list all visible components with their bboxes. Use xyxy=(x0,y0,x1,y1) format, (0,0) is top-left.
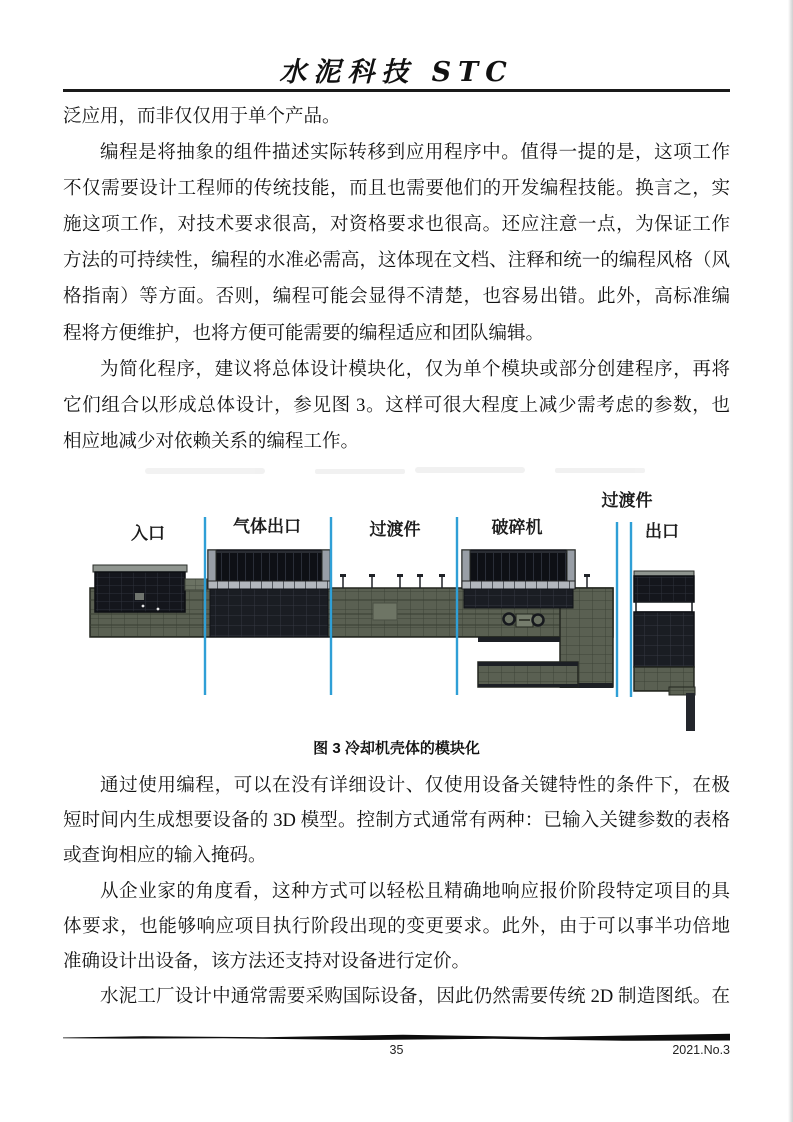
body-text-line: 体要求，也能够响应项目执行阶段出现的变更要求。此外，由于可以事半功倍地 xyxy=(63,916,730,937)
body-text-line: 编程是将抽象的组件描述实际转移到应用程序中。值得一提的是，这项工作 xyxy=(100,143,730,164)
body-text-line: 格指南）等方面。否则，编程可能会显得不清楚，也容易出错。此外，高标准编 xyxy=(63,287,730,308)
header-rule xyxy=(63,89,730,92)
body-text-line: 程将方便维护，也将方便可能需要的编程适应和团队编辑。 xyxy=(63,323,545,344)
gas-outlet-module-graphic xyxy=(208,550,330,637)
scan-smudge xyxy=(145,467,645,474)
body-text-line: 准确设计出设备，该方法还支持对设备进行定价。 xyxy=(63,951,471,972)
body-text-line: 施这项工作，对技术要求很高，对资格要求也很高。还应注意一点，为保证工作 xyxy=(63,215,730,236)
body-text-line: 泛应用，而非仅仅用于单个产品。 xyxy=(63,107,341,127)
figure-label-gas-outlet: 气体出口 xyxy=(233,517,301,536)
figure-label-transition-right: 过渡件 xyxy=(601,491,653,510)
body-text-line: 方法的可持续性，编程的水准必需高，这体现在文档、注释和统一的编程风格（风 xyxy=(63,251,730,272)
body-text-line: 水泥工厂设计中通常需要采购国际设备，因此仍然需要传统 2D 制造图纸。在 xyxy=(100,987,730,1008)
figure-label-crusher: 破碎机 xyxy=(491,518,543,537)
body-text-block-1 xyxy=(63,99,730,460)
body-text-line: 为简化程序，建议将总体设计模块化，仅为单个模块或部分创建程序，再将 xyxy=(100,359,730,380)
figure-label-transition-mid: 过渡件 xyxy=(369,520,421,539)
body-text-line: 通过使用编程，可以在没有详细设计、仅使用设备关键特性的条件下，在极 xyxy=(100,776,730,796)
body-text-line: 或查询相应的输入掩码。 xyxy=(63,846,267,867)
body-text-line: 从企业家的角度看，这种方式可以轻松且精确地响应报价阶段特定项目的具 xyxy=(100,881,730,902)
page-number: 35 xyxy=(389,1043,404,1057)
journal-title: 水泥科技 STC xyxy=(279,57,514,88)
issue-number: 2021.No.3 xyxy=(672,1043,730,1057)
body-text-block-2 xyxy=(63,769,730,1015)
scan-edge-artifact xyxy=(788,0,793,1122)
body-text-line: 短时间内生成想要设备的 3D 模型。控制方式通常有两种：已输入关键参数的表格 xyxy=(63,811,730,832)
figure-label-inlet: 入口 xyxy=(131,524,165,543)
figure-caption: 图 3 冷却机壳体的模块化 xyxy=(313,740,480,757)
figure-label-outlet: 出口 xyxy=(645,522,679,541)
cooler-modularization-figure xyxy=(85,465,700,740)
body-text-line: 不仅需要设计工程师的传统技能，而且也需要他们的开发编程技能。换言之，实 xyxy=(63,179,730,200)
outlet-module-graphic xyxy=(634,571,695,731)
body-text-line: 它们组合以形成总体设计，参见图 3。这样可很大程度上减少需考虑的参数，也 xyxy=(63,395,730,416)
body-text-line: 相应地减少对依赖关系的编程工作。 xyxy=(63,431,360,452)
